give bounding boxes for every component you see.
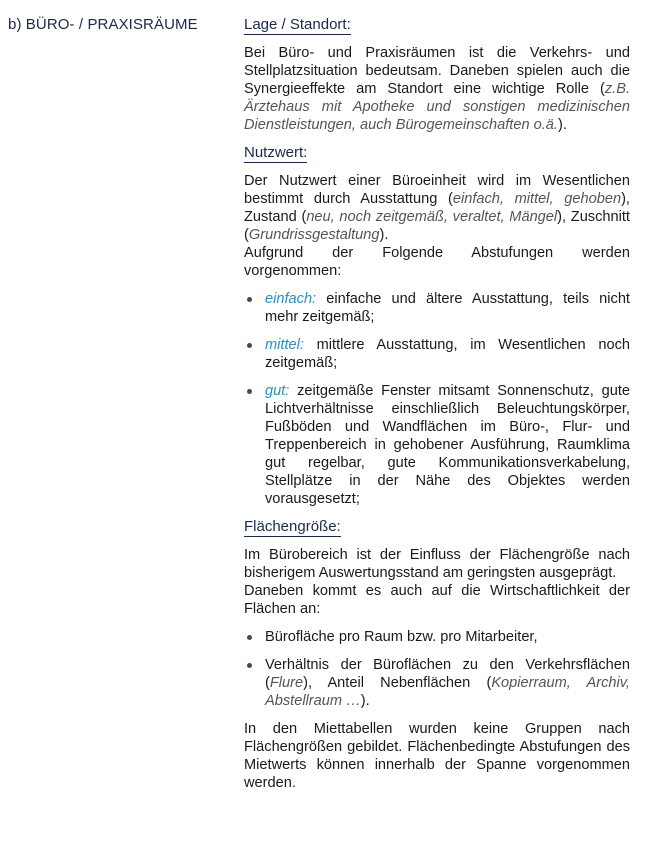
- nutzwert-heading: Nutzwert:: [244, 144, 308, 161]
- lage-heading: Lage / Standort:: [244, 16, 351, 33]
- list-item-buerofläche: Bürofläche pro Raum bzw. pro Mitarbeiter,: [244, 628, 630, 646]
- list-item-gut: gut: zeitgemäße Fenster mitsamt Sonnenschutz, gute Lichtverhältnisse einschließlich Beleuchtungskörper, Fußböden und Wandflächen im Büro-, Flur- und Treppenbereich in gehobener Ausführung, Raumklima gut regelbar, gute Kommunikationsverkabelung, Stellplätze in der Nähe des Objektes werden vorausgesetzt;: [244, 382, 630, 508]
- nutzwert-paragraph-2: Aufgrund der Folgende Abstufungen werden vorgenommen:: [244, 245, 630, 279]
- flaeche-paragraph-3: In den Miettabellen wurden keine Gruppen nach Flächengrößen gebildet. Flächenbedingte Abstufungen des Mietwerts können innerhalb der Spanne vorgenommen werden.: [244, 721, 630, 791]
- flaeche-heading: Flächengröße:: [244, 518, 341, 535]
- flaeche-paragraph-2: Daneben kommt es auch auf die Wirtschaftlichkeit der Flächen an:: [244, 583, 630, 617]
- content-column: [244, 16, 630, 792]
- section-title: b) BÜRO- / PRAXISRÄUME: [8, 16, 198, 33]
- flaeche-list: [244, 628, 630, 710]
- list-item-mittel: mittel: mittlere Ausstattung, im Wesentlichen noch zeitgemäß;: [244, 336, 630, 372]
- lage-paragraph: Bei Büro- und Praxisräumen ist die Verkehrs- und Stellplatzsituation bedeutsam. Daneben spielen auch die Synergieeffekte am Standort eine wichtige Rolle (z.B. Ärztehaus mit Apotheke und sonstigen medizinischen Dienstleistungen, auch Bürogemeinschaften o.ä.).: [244, 45, 630, 133]
- flaeche-paragraph: Im Bürobereich ist der Einfluss der Flächengröße nach bisherigem Auswertungsstand am geringsten ausgeprägt.: [244, 547, 630, 581]
- nutzwert-paragraph: Der Nutzwert einer Büroeinheit wird im Wesentlichen bestimmt durch Ausstattung (einfach, mittel, gehoben), Zustand (neu, noch zeitgemäß, veraltet, Mängel), Zuschnitt (Grundrissgestaltung).: [244, 173, 630, 243]
- nutzwert-list: [244, 290, 630, 508]
- list-item-verhaeltnis: Verhältnis der Büroflächen zu den Verkehrsflächen (Flure), Anteil Nebenflächen (Kopierraum, Archiv, Abstellraum …).: [244, 656, 630, 710]
- list-item-einfach: einfach: einfache und ältere Ausstattung, teils nicht mehr zeitgemäß;: [244, 290, 630, 326]
